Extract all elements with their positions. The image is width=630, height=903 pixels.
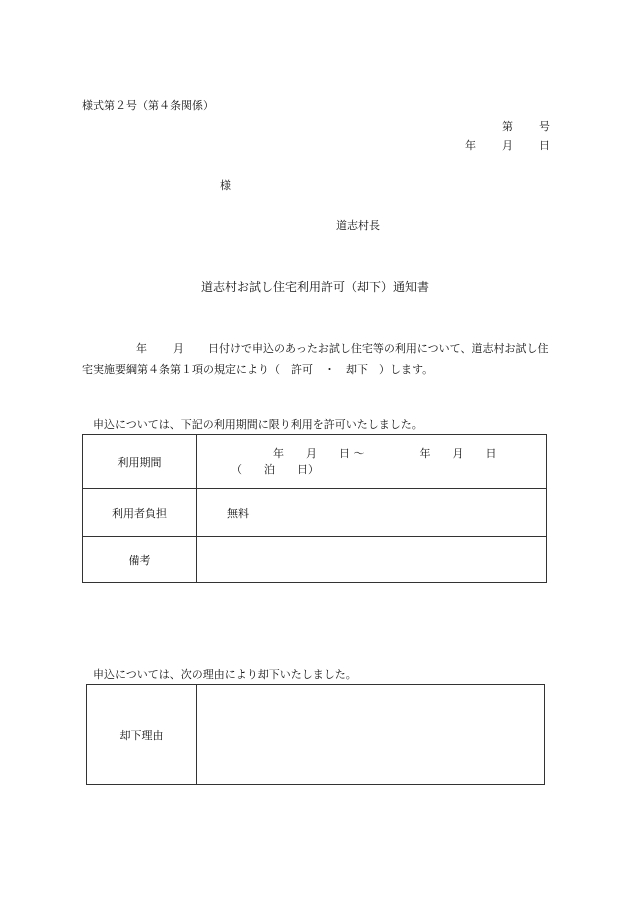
usage-period-dates: 年 月 日 ～ 年 月 日: [273, 446, 497, 460]
remarks-value: [197, 537, 547, 583]
issue-date-line: [465, 140, 550, 151]
usage-period-nights: （ 泊 日）: [231, 462, 319, 476]
rejection-intro: 申込については、次の理由により却下いたしました。: [93, 668, 357, 681]
body-text: 日付けで申込のあったお試し住宅等の利用について、道志村お試し住宅実施要綱第４条第１項の規定により（ 許可 ・ 却下 ）します。: [82, 342, 549, 376]
number-suffix: 号: [539, 120, 550, 133]
table-row: [87, 685, 545, 785]
date-year: 年: [465, 139, 476, 152]
table-row: [83, 537, 547, 583]
user-charge-label: 利用者負担: [83, 489, 197, 537]
body-year: 年: [136, 342, 147, 355]
rejection-table: [86, 684, 545, 785]
rejection-reason-label: 却下理由: [87, 685, 197, 785]
approval-intro: 申込については、下記の利用期間に限り利用を許可いたしました。: [93, 418, 423, 431]
form-id: 様式第２号（第４条関係）: [82, 99, 214, 112]
issuer: 道志村長: [336, 219, 380, 232]
document-title: 道志村お試し住宅利用許可（却下）通知書: [200, 280, 429, 294]
date-day: 日: [539, 139, 550, 152]
addressee: 様: [220, 179, 231, 192]
date-month: 月: [502, 139, 513, 152]
rejection-reason-value: [197, 685, 545, 785]
remarks-label: 備考: [83, 537, 197, 583]
usage-period-value: [197, 435, 547, 489]
body-paragraph: [82, 338, 552, 380]
body-month: 月: [173, 342, 184, 355]
approval-table: [82, 434, 547, 583]
usage-period-label: 利用期間: [83, 435, 197, 489]
table-row: [83, 435, 547, 489]
table-row: [83, 489, 547, 537]
number-prefix: 第: [502, 120, 513, 133]
user-charge-value: 無料: [197, 489, 547, 537]
document-number-line: [502, 121, 550, 132]
